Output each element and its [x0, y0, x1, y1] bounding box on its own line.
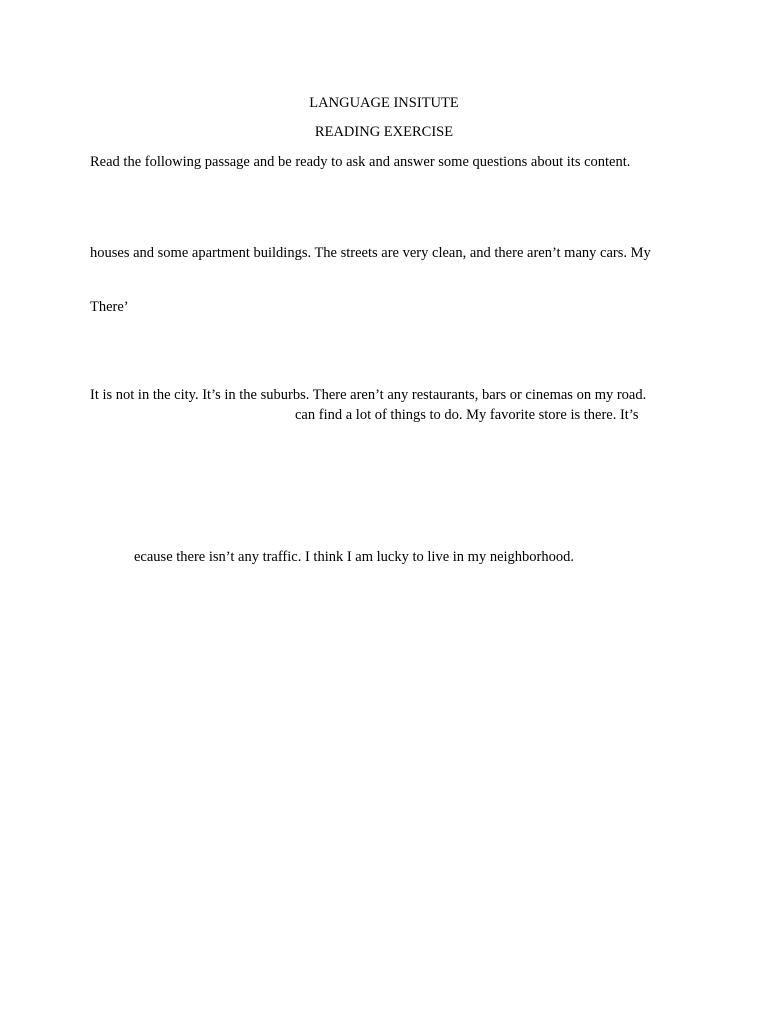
- passage-line: There’: [90, 299, 129, 315]
- passage-line: It is not in the city. It’s in the suburbs. There aren’t any restaurants, bars or cinemas on my road.: [90, 387, 647, 403]
- document-title: LANGUAGE INSITUTE: [309, 95, 459, 111]
- passage-line: can find a lot of things to do. My favorite store is there. It’s: [295, 407, 639, 423]
- document-subtitle: READING EXERCISE: [314, 124, 454, 140]
- instruction-text: Read the following passage and be ready to ask and answer some questions about its content.: [90, 154, 631, 170]
- passage-line: ecause there isn’t any traffic. I think I am lucky to live in my neighborhood.: [134, 549, 574, 565]
- passage-line: houses and some apartment buildings. The streets are very clean, and there aren’t many cars. My: [90, 245, 651, 261]
